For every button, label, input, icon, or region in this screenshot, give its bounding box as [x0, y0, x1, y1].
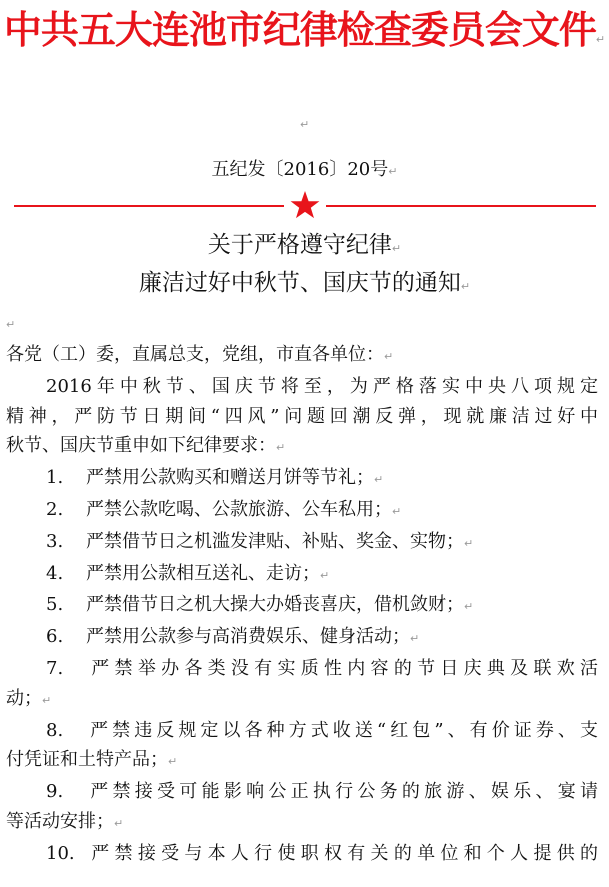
paragraph-mark-icon: ↵ — [464, 600, 474, 614]
paragraph-mark-icon: ↵ — [388, 165, 398, 178]
paragraph-mark-icon: ↵ — [464, 536, 474, 550]
list-item: 5. 严禁借节日之机大操大办婚丧喜庆，借机敛财；↵ — [46, 594, 474, 616]
list-item: 2. 严禁公款吃喝、公款旅游、公车私用；↵ — [46, 498, 402, 520]
list-item: 3. 严禁借节日之机滥发津贴、补贴、奖金、实物；↵ — [46, 530, 474, 552]
document-body — [6, 340, 598, 869]
paragraph-mark-icon: ↵ — [168, 755, 178, 769]
list-item: 10. 严禁接受与本人行使职权有关的单位和个人提供的 — [46, 842, 598, 864]
subject-line-1: 关于严格遵守纪律↵ — [207, 232, 402, 258]
document-header-title: 中共五大连池市纪律检查委员会文件↵ — [3, 8, 606, 52]
subject-line-2: 廉洁过好中秋节、国庆节的通知↵ — [138, 270, 471, 296]
paragraph-mark-icon: ↵ — [391, 242, 402, 255]
list-item: 9. 严禁接受可能影响公正执行公务的旅游、娱乐、宴请 — [46, 781, 598, 803]
intro-line: 2016年中秋节、国庆节将至，为严格落实中央八项规定 — [46, 375, 598, 397]
intro-line: 精神，严防节日期间“四风”问题回潮反弹，现就廉洁过好中 — [6, 405, 598, 427]
paragraph-mark-icon: ↵ — [392, 504, 402, 518]
list-item: 8. 严禁违反规定以各种方式收送“红包”、有价证券、支 — [46, 719, 598, 741]
paragraph-mark-icon: ↵ — [410, 632, 420, 646]
paragraph-mark-icon: ↵ — [42, 693, 52, 707]
header-divider-left — [14, 205, 284, 207]
paragraph-mark-icon: ↵ — [595, 33, 606, 46]
list-item: 1. 严禁用公款购买和赠送月饼等节礼；↵ — [46, 467, 384, 489]
intro-line: 秋节、国庆节重申如下纪律要求：↵ — [6, 435, 286, 457]
list-item-continuation: 付凭证和土特产品；↵ — [6, 749, 178, 771]
paragraph-mark-icon: ↵ — [276, 441, 286, 455]
list-item: 6. 严禁用公款参与高消费娱乐、健身活动；↵ — [46, 626, 420, 648]
paragraph-mark-icon: ↵ — [460, 280, 471, 293]
paragraph-mark-icon: ↵ — [6, 318, 16, 331]
header-divider-right — [326, 205, 596, 207]
list-item: 7. 严禁举办各类没有实质性内容的节日庆典及联欢活 — [46, 657, 598, 679]
paragraph-mark-icon: ↵ — [114, 816, 124, 830]
red-star-icon — [289, 189, 321, 221]
paragraph-mark-icon: ↵ — [320, 568, 330, 582]
paragraph-mark-icon: ↵ — [374, 473, 384, 487]
list-item: 4. 严禁用公款相互送礼、走访；↵ — [46, 562, 330, 584]
list-item-continuation: 等活动安排；↵ — [6, 810, 124, 832]
list-item-continuation: 动；↵ — [6, 687, 52, 709]
document-number: 五纪发〔2016〕20号↵ — [211, 159, 398, 180]
paragraph-mark-icon: ↵ — [384, 350, 394, 363]
salutation: 各党（工）委，直属总支，党组，市直各单位：↵ — [6, 344, 394, 365]
paragraph-mark-icon: ↵ — [300, 118, 310, 131]
